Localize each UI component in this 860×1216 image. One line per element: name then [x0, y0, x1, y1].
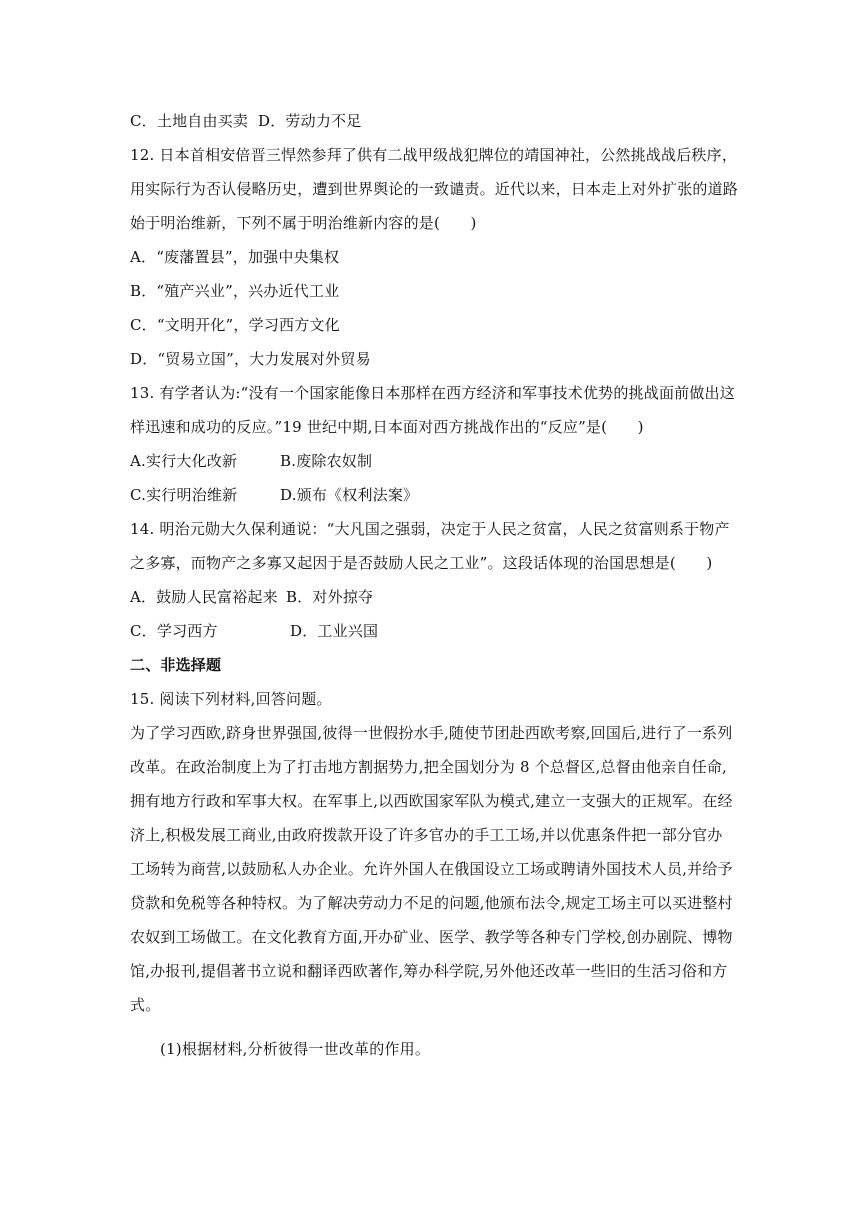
- q15-subquestion-1: (1)根据材料,分析彼得一世改革的作用。: [160, 1040, 431, 1058]
- q12-option-d: D．“贸易立国”，大力发展对外贸易: [130, 350, 371, 368]
- q11-option-d: D．劳动力不足: [258, 112, 362, 130]
- q15-material-line-7: 农奴到工场做工。在文化教育方面,开办矿业、医学、教学等各种专门学校,创办剧院、博物: [130, 928, 733, 946]
- q14-option-c: C．学习西方: [130, 622, 218, 640]
- q14-options-cd: [130, 620, 730, 642]
- q12-stem-line-2: 用实际行为否认侵略历史，遭到世界舆论的一致谴责。近代以来，日本走上对外扩张的道路: [130, 180, 739, 198]
- q14-option-b: B．对外掠夺: [286, 588, 374, 606]
- q15-material-line-3: 拥有地方行政和军事大权。在军事上,以西欧国家军队为模式,建立一支强大的正规军。在经: [130, 792, 733, 810]
- q15-stem: 15. 阅读下列材料,回答问题。: [130, 690, 332, 708]
- q13-option-a: A.实行大化改新: [130, 452, 238, 470]
- q15-material-line-4: 济上,积极发展工商业,由政府拨款开设了许多官办的手工工场,并以优惠条件把一部分官办: [130, 826, 723, 844]
- q13-stem-line-2: 样迅速和成功的反应。”19 世纪中期,日本面对西方挑战作出的“反应”是( ): [130, 418, 644, 436]
- q15-material-line-9: 式。: [130, 996, 161, 1014]
- q15-material-line-5: 工场转为商营,以鼓励私人办企业。允许外国人在俄国设立工场或聘请外国技术人员,并给予: [130, 860, 733, 878]
- q12-option-a: A．“废藩置县”，加强中央集权: [130, 248, 340, 266]
- q11-options-cd: [130, 110, 730, 132]
- q13-option-b: B.废除农奴制: [280, 452, 373, 470]
- q13-stem-line-1: 13. 有学者认为:“没有一个国家能像日本那样在西方经济和军事技术优势的挑战面前做出这: [130, 384, 735, 402]
- q12-stem-line-3: 始于明治维新，下列不属于明治维新内容的是( ): [130, 214, 477, 232]
- q13-options-ab: [130, 450, 730, 472]
- q11-option-c: C．土地自由买卖: [130, 112, 249, 130]
- q14-stem-line-2: 之多寡，而物产之多寡又起因于是否鼓励人民之工业”。这段话体现的治国思想是( ): [130, 554, 713, 572]
- q12-option-c: C．“文明开化”，学习西方文化: [130, 316, 340, 334]
- q15-material-line-2: 改革。在政治制度上为了打击地方割据势力,把全国划分为 8 个总督区,总督由他亲自任命,: [130, 758, 727, 776]
- q12-option-b: B．“殖产兴业”，兴办近代工业: [130, 282, 340, 300]
- q13-option-c: C.实行明治维新: [130, 486, 238, 504]
- q13-options-cd: [130, 484, 730, 506]
- q14-options-ab: [130, 586, 730, 608]
- q12-stem-line-1: 12. 日本首相安倍晋三悍然参拜了供有二战甲级战犯牌位的靖国神社，公然挑战战后秩序，: [130, 146, 738, 164]
- q14-option-a: A．鼓励人民富裕起来: [130, 588, 278, 606]
- q14-stem-line-1: 14. 明治元勋大久保利通说：“大凡国之强弱，决定于人民之贫富，人民之贫富则系于物产: [130, 520, 730, 538]
- q15-material-line-6: 贷款和免税等各种特权。为了解决劳动力不足的问题,他颁布法令,规定工场主可以买进整村: [130, 894, 733, 912]
- section-heading: 二、非选择题: [130, 656, 222, 674]
- q15-material-line-1: 为了学习西欧,跻身世界强国,彼得一世假扮水手,随使节团赴西欧考察,回国后,进行了一系列: [130, 724, 733, 742]
- q15-material-line-8: 馆,办报刊,提倡著书立说和翻译西欧著作,筹办科学院,另外他还改革一些旧的生活习俗和方: [130, 962, 728, 980]
- q14-option-d: D．工业兴国: [290, 622, 379, 640]
- q13-option-d: D.颁布《权利法案》: [280, 486, 419, 504]
